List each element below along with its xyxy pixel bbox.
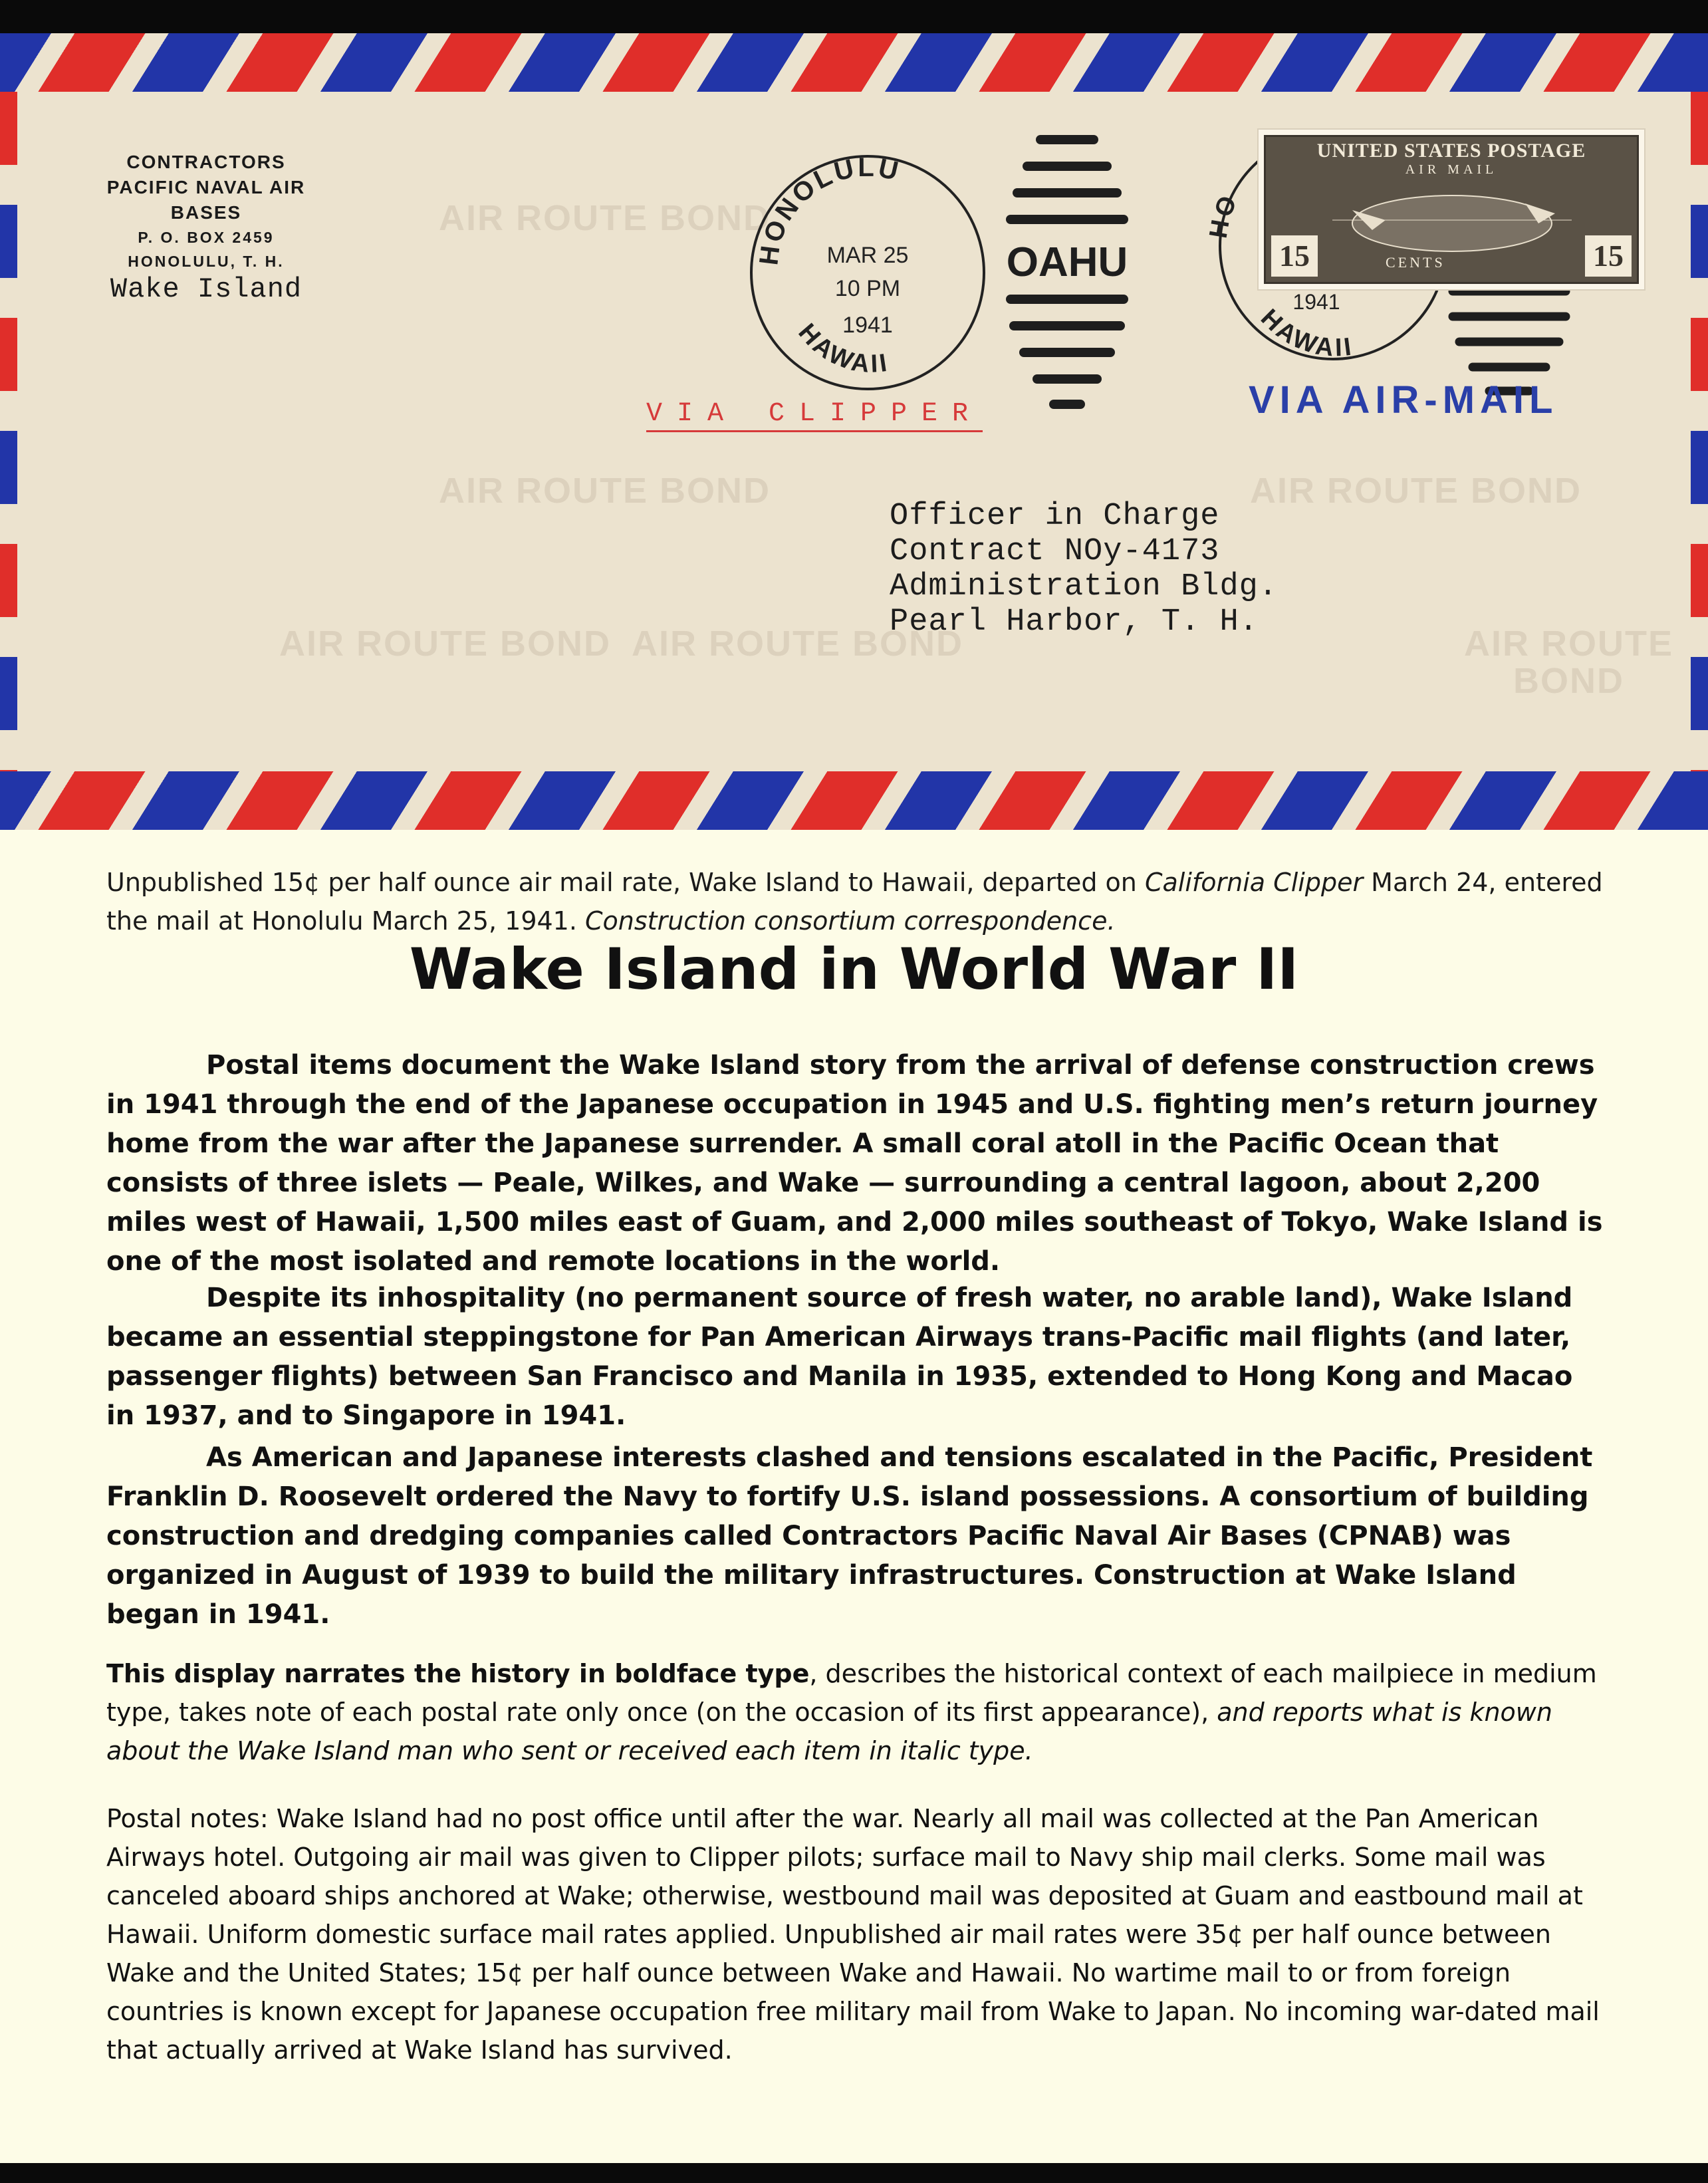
addressee-line: Pearl Harbor, T. H.	[890, 604, 1259, 640]
history-paragraph: Postal items document the Wake Island story from the arrival of defense construction crews in 1941 through the end of the Japanese occupation in 1945 and U.S. fighting men’s return journey home from the war after the Japanese surrender. A small coral atoll in the Pacific Ocean that consists of three islets — Peale, Wilkes, and Wake — surrounding a central lagoon, about 2,200 miles west of Hawaii, 1,500 miles east of Guam, and 2,000 miles southeast of Tokyo, Wake Island is one of the most isolated and remote locations in the world.	[106, 1050, 1603, 1277]
stamp-top-text: UNITED STATES POSTAGE	[1316, 140, 1586, 162]
addressee-line: Contract NOy-4173	[890, 534, 1220, 569]
caption-text: March 24, entered the mail at Honolulu March 25, 1941.	[106, 868, 1603, 936]
return-address-line: P. O. BOX 2459	[138, 229, 275, 246]
display-note-bold: This display narrates the history in boldface type	[106, 1659, 810, 1688]
killer-bars-cancel	[1001, 126, 1134, 419]
addressee-line: Officer in Charge	[890, 499, 1220, 534]
addressee-block	[890, 499, 1278, 640]
return-address-line: HONOLULU, T. H.	[128, 253, 285, 270]
paper-watermark: AIR ROUTE BOND	[439, 198, 771, 238]
return-address-line: CONTRACTORS	[126, 152, 286, 172]
return-address-typed-line: Wake Island	[110, 273, 303, 305]
honolulu-postmark	[738, 140, 1004, 419]
postal-notes: Postal notes: Wake Island had no post office until after the war. Nearly all mail was collected at the Pan American Airways hotel. Outgoing air mail was given to Clipper pilots; surface mail to Navy ship mail clerks. Some mail was canceled aboard ships anchored at Wake; otherwise, westbound mail was deposited at Guam and eastbound mail at Hawaii. Uniform domestic surface mail rates applied. Unpublished air mail rates were 35¢ per half ounce between Wake and the United States; 15¢ per half ounce between Wake and Hawaii. No wartime mail to or from foreign countries is known except for Japanese occupation free military mail from Wake to Japan. No incoming war-dated mail that actually arrived at Wake Island has survived.	[106, 1804, 1600, 2065]
paper-watermark: AIR ROUTE BOND	[632, 624, 963, 664]
caption-ship-name: California Clipper	[1144, 868, 1364, 897]
postmark-city: HONOLULU	[754, 152, 904, 267]
postmark-city: HO	[1204, 190, 1244, 241]
stamp-value: 15	[1585, 235, 1632, 277]
paper-watermark: AIR ROUTE BOND	[279, 624, 611, 664]
killer-bar-text: OAHU	[1006, 239, 1128, 285]
paper-watermark: AIR ROUTE BOND	[439, 471, 771, 511]
airmail-envelope	[0, 33, 1708, 830]
postmark-state: HAWAII	[1255, 304, 1356, 362]
return-address-line: PACIFIC NAVAL AIR BASES	[106, 177, 306, 223]
page-title: Wake Island in World War II	[409, 936, 1299, 1003]
caption-text: Unpublished 15¢ per half ounce air mail rate, Wake Island to Hawaii, departed on	[106, 868, 1145, 897]
airmail-stamp	[1259, 130, 1644, 289]
exhibit-text-panel	[0, 830, 1708, 2163]
stamp-map-illustration	[1326, 184, 1578, 257]
history-paragraph: As American and Japanese interests clashed and tensions escalated in the Pacific, President Franklin D. Roosevelt ordered the Navy to fortify U.S. island possessions. A consortium of building construction and dredging companies called Contractors Pacific Naval Air Bases (CPNAB) was organized in August of 1939 to build the military infrastructures. Construction at Wake Island began in 1941.	[106, 1442, 1593, 1630]
display-explanation	[106, 1654, 1609, 1770]
cover-caption	[106, 863, 1622, 940]
airmail-border-left	[0, 92, 17, 771]
postmark-time: 10 PM	[834, 276, 901, 301]
display-note-medium: , describes the historical context of each mailpiece in medium type, takes note of each postal rate only once (on the occasion of its first appearance),	[106, 1659, 1597, 1727]
postmark-state: HAWAII	[793, 319, 892, 379]
postmark-year: 1941	[842, 313, 893, 338]
display-note-italic: and reports what is known about the Wake Island man who sent or received each item in italic type.	[106, 1698, 1552, 1765]
airmail-border-bottom	[0, 771, 1708, 830]
history-paragraph: Despite its inhospitality (no permanent source of fresh water, no arable land), Wake Island became an essential steppingstone for Pan American Airways trans-Pacific mail flights (and later, passenger flights) between San Francisco and Manila in 1935, extended to Hong Kong and Macao in 1937, and to Singapore in 1941.	[106, 1283, 1573, 1431]
paper-watermark: AIR ROUTE BOND	[1464, 624, 1673, 701]
caption-note: Construction consortium correspondence.	[585, 906, 1116, 936]
postmark-date: MAR 25	[826, 243, 909, 268]
stamp-cents-label: CENTS	[1386, 254, 1445, 271]
stamp-design	[1264, 135, 1639, 284]
return-address	[73, 150, 339, 305]
paper-watermark: AIR ROUTE BOND	[1250, 471, 1582, 511]
via-airmail-label: VIA AIR-MAIL	[1249, 378, 1558, 422]
postmark-year: 1941	[1292, 290, 1340, 314]
svg-text:HO	[1205, 190, 1244, 240]
stamp-value: 15	[1271, 235, 1318, 277]
stamp-sub-text: AIR MAIL	[1405, 162, 1498, 177]
via-clipper-handstamp: VIA CLIPPER	[646, 399, 983, 432]
airmail-border-top	[0, 33, 1708, 92]
addressee-line: Administration Bldg.	[890, 569, 1279, 604]
